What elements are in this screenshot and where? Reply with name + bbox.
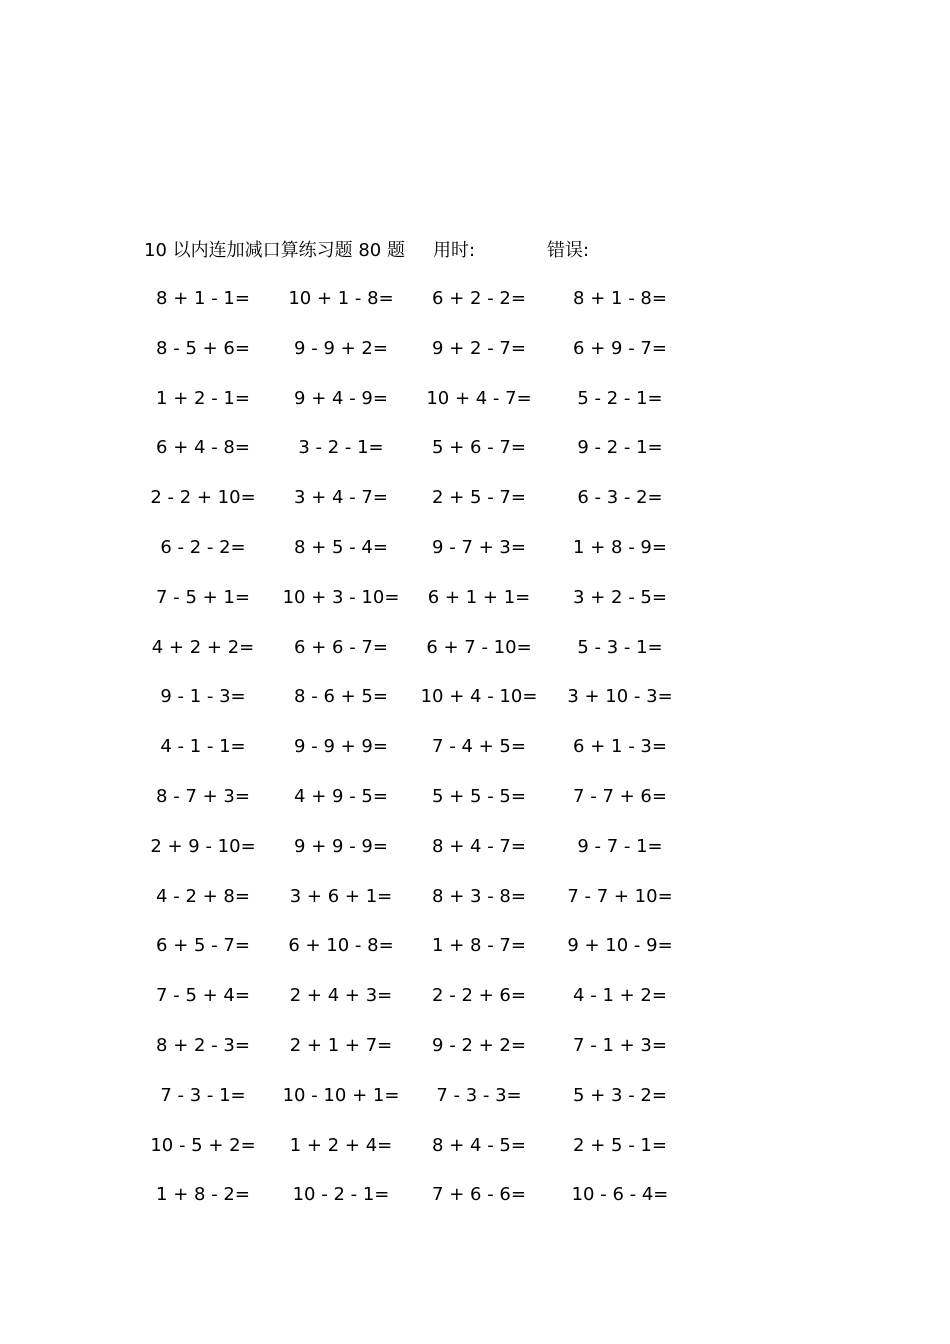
math-problem: 6 + 1 + 1= — [427, 586, 531, 608]
problem-row — [0, 435, 950, 485]
worksheet-title: 10 以内连加减口算练习题 80 题 — [144, 240, 405, 261]
math-problem: 8 + 4 - 5= — [432, 1134, 526, 1156]
math-problem: 8 + 2 - 3= — [156, 1034, 250, 1056]
math-problem: 4 - 1 - 1= — [160, 736, 246, 758]
math-problem: 10 + 4 - 7= — [426, 387, 532, 409]
math-problem: 10 - 6 - 4= — [571, 1184, 669, 1206]
math-problem: 8 + 3 - 8= — [432, 885, 526, 907]
math-problem: 1 + 2 - 1= — [156, 387, 250, 409]
problem-row — [0, 933, 950, 983]
math-problem: 2 + 9 - 10= — [150, 835, 256, 857]
math-problem: 9 - 7 + 3= — [432, 536, 526, 558]
problem-grid — [0, 286, 950, 1232]
math-problem: 10 - 10 + 1= — [282, 1084, 400, 1106]
math-problem: 2 + 5 - 7= — [432, 487, 526, 509]
math-problem: 9 + 10 - 9= — [567, 935, 673, 957]
math-problem: 8 + 1 - 1= — [156, 288, 250, 309]
math-problem: 4 + 2 + 2= — [151, 636, 255, 658]
math-problem: 7 - 7 + 6= — [573, 785, 667, 807]
math-problem: 8 + 5 - 4= — [294, 536, 388, 558]
math-problem: 7 + 6 - 6= — [432, 1184, 526, 1206]
math-problem: 9 - 9 + 2= — [294, 337, 388, 359]
problem-row — [0, 884, 950, 934]
math-problem: 3 + 6 + 1= — [289, 885, 393, 907]
math-problem: 5 + 6 - 7= — [432, 437, 526, 459]
math-problem: 5 - 2 - 1= — [577, 387, 663, 409]
problem-row — [0, 983, 950, 1033]
math-problem: 6 + 2 - 2= — [432, 288, 526, 309]
time-used-label: 用时: — [433, 240, 476, 261]
math-problem: 9 - 2 - 1= — [577, 437, 663, 459]
math-problem: 9 + 2 - 7= — [432, 337, 526, 359]
math-problem: 2 + 5 - 1= — [573, 1134, 667, 1156]
problem-row — [0, 635, 950, 685]
math-problem: 10 - 5 + 2= — [150, 1134, 256, 1156]
problem-row — [0, 1182, 950, 1232]
math-problem: 6 + 1 - 3= — [573, 736, 667, 758]
math-problem: 5 - 3 - 1= — [577, 636, 663, 658]
math-problem: 4 - 2 + 8= — [156, 885, 250, 907]
math-problem: 10 - 2 - 1= — [292, 1184, 390, 1206]
math-problem: 6 + 5 - 7= — [156, 935, 250, 957]
problem-row — [0, 784, 950, 834]
problem-row — [0, 286, 950, 336]
worksheet-header — [0, 236, 950, 264]
math-problem: 2 - 2 + 10= — [150, 487, 256, 509]
problem-row — [0, 684, 950, 734]
math-problem: 9 - 7 - 1= — [577, 835, 663, 857]
math-problem: 4 + 9 - 5= — [294, 785, 388, 807]
math-problem: 8 - 5 + 6= — [156, 337, 250, 359]
math-problem: 2 + 4 + 3= — [289, 985, 393, 1007]
math-problem: 1 + 8 - 2= — [156, 1184, 250, 1206]
math-problem: 6 + 6 - 7= — [294, 636, 388, 658]
math-problem: 7 - 3 - 3= — [436, 1084, 522, 1106]
math-problem: 5 + 3 - 2= — [573, 1084, 667, 1106]
math-problem: 7 - 3 - 1= — [160, 1084, 246, 1106]
math-problem: 2 - 2 + 6= — [432, 985, 526, 1007]
math-problem: 3 + 4 - 7= — [294, 487, 388, 509]
math-problem: 1 + 8 - 7= — [432, 935, 526, 957]
math-problem: 9 + 9 - 9= — [294, 835, 388, 857]
math-problem: 6 + 9 - 7= — [573, 337, 667, 359]
problem-row — [0, 1133, 950, 1183]
math-problem: 8 + 4 - 7= — [432, 835, 526, 857]
math-problem: 4 - 1 + 2= — [573, 985, 667, 1007]
errors-label: 错误: — [547, 240, 590, 261]
problem-row — [0, 1033, 950, 1083]
math-problem: 3 - 2 - 1= — [298, 437, 384, 459]
math-problem: 8 + 1 - 8= — [573, 288, 667, 309]
math-problem: 6 + 7 - 10= — [426, 636, 532, 658]
problem-row — [0, 834, 950, 884]
math-problem: 8 - 6 + 5= — [294, 686, 388, 708]
math-problem: 2 + 1 + 7= — [289, 1034, 393, 1056]
math-problem: 9 + 4 - 9= — [294, 387, 388, 409]
problem-row — [0, 535, 950, 585]
math-problem: 6 - 3 - 2= — [577, 487, 663, 509]
math-problem: 9 - 9 + 9= — [294, 736, 388, 758]
math-problem: 10 + 4 - 10= — [420, 686, 538, 708]
math-problem: 7 - 5 + 1= — [156, 586, 250, 608]
math-problem: 7 - 1 + 3= — [573, 1034, 667, 1056]
math-problem: 3 + 10 - 3= — [567, 686, 673, 708]
math-problem: 9 - 2 + 2= — [432, 1034, 526, 1056]
math-problem: 7 - 7 + 10= — [567, 885, 673, 907]
problem-row — [0, 1083, 950, 1133]
math-problem: 3 + 2 - 5= — [573, 586, 667, 608]
math-problem: 10 + 1 - 8= — [288, 288, 394, 309]
math-problem: 6 - 2 - 2= — [160, 536, 246, 558]
problem-row — [0, 336, 950, 386]
math-problem: 7 - 4 + 5= — [432, 736, 526, 758]
problem-row — [0, 386, 950, 436]
math-problem: 9 - 1 - 3= — [160, 686, 246, 708]
math-problem: 1 + 8 - 9= — [573, 536, 667, 558]
math-problem: 1 + 2 + 4= — [289, 1134, 393, 1156]
math-problem: 10 + 3 - 10= — [282, 586, 400, 608]
problem-row — [0, 485, 950, 535]
math-problem: 6 + 4 - 8= — [156, 437, 250, 459]
problem-row — [0, 585, 950, 635]
math-problem: 8 - 7 + 3= — [156, 785, 250, 807]
math-problem: 5 + 5 - 5= — [432, 785, 526, 807]
problem-row — [0, 734, 950, 784]
math-problem: 7 - 5 + 4= — [156, 985, 250, 1007]
math-problem: 6 + 10 - 8= — [288, 935, 394, 957]
